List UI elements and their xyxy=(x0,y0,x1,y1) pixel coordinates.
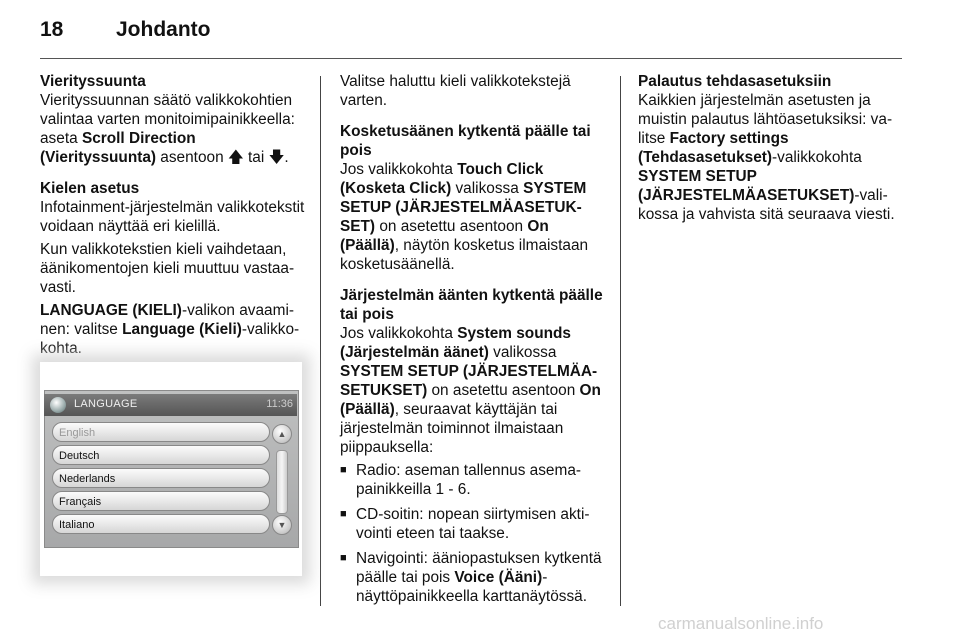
text-run: , näytön kosketus ilmaistaan kosketusäänellä. xyxy=(340,237,589,273)
column-2 xyxy=(340,72,610,612)
text-run: on asetettu asentoon xyxy=(375,218,528,235)
section-heading-language: Kielen asetus xyxy=(40,180,140,197)
watermark: carmanualsonline.info xyxy=(658,614,824,633)
menu-term: SYSTEM SETUP (JÄRJESTELMÄASETUKSET) xyxy=(340,363,598,399)
language-paragraph-3 xyxy=(40,301,308,358)
language-option-nederlands[interactable]: Nederlands xyxy=(52,468,270,488)
list-item: ■ Radio: aseman tallennus asemapainikkeilla 1 - 6. xyxy=(340,461,610,499)
text-run: valikossa xyxy=(488,344,557,361)
language-option-francais[interactable]: Français xyxy=(52,491,270,511)
language-option-english[interactable]: English xyxy=(52,422,270,442)
text-run: , seuraavat käyttäjän tai järjestelmän toiminnot ilmaistaan piippauksella: xyxy=(340,401,564,456)
text-run: asentoon xyxy=(156,149,228,166)
menu-term: Language (Kieli) xyxy=(122,321,242,338)
language-option-deutsch[interactable]: Deutsch xyxy=(52,445,270,465)
scroll-up-icon[interactable]: ▲ xyxy=(272,424,292,444)
bullet-list xyxy=(340,461,610,606)
text-run: -valikkokohta xyxy=(772,149,862,166)
language-paragraph-1: Infotainment-järjestelmän valikkotekstit voidaan näyttää eri kielillä. xyxy=(40,199,305,235)
touch-click-paragraph xyxy=(340,160,610,274)
menu-term: Factory settings (Tehdasasetukset) xyxy=(638,130,789,166)
column-1 xyxy=(40,72,308,370)
page-number: 18 xyxy=(40,18,64,41)
text-run: Kaikkien järjestelmän asetusten ja muistin palautus lähtöasetuksiksi: valitse xyxy=(638,92,893,147)
menu-term: Touch Click (Kosketa Click) xyxy=(340,161,544,197)
text-run: -valikkokohta. xyxy=(40,321,300,357)
text-run: -näyttöpainikkeella karttanäytössä. xyxy=(356,569,587,605)
menu-term: LANGUAGE (KIELI) xyxy=(40,302,182,319)
system-sounds-paragraph xyxy=(340,324,610,457)
text-run: Vierityssuunnan säätö valikkokohtien valintaa varten monitoimipainikkeella: aseta xyxy=(40,92,295,147)
page-title: Johdanto xyxy=(116,18,211,41)
language-select-paragraph: Valitse haluttu kieli valikkotekstejä varten. xyxy=(340,73,571,109)
text-run: tai xyxy=(243,149,269,166)
text-run: -valikossa ja vahvista sitä seuraava viesti. xyxy=(638,187,895,223)
scroll-direction-paragraph xyxy=(40,91,308,167)
section-heading-scroll-direction: Vierityssuunta xyxy=(40,73,146,90)
menu-term: SYSTEM SETUP (JÄRJESTELMÄASETUKSET) xyxy=(638,168,855,204)
menu-term: SYSTEM SETUP (JÄRJESTELMÄASETUKSET) xyxy=(340,180,587,235)
screen-clock: 11:36 xyxy=(266,398,293,410)
text-run: valikossa xyxy=(451,180,524,197)
section-heading-system-sounds: Järjestelmän äänten kytkentä päälle tai pois xyxy=(340,287,603,323)
menu-term: Voice (Ääni) xyxy=(454,569,543,586)
text-run: -valikon avaaminen: valitse xyxy=(40,302,295,338)
text-run: Jos valikkokohta xyxy=(340,325,458,342)
column-3 xyxy=(638,72,904,236)
menu-term: Scroll Direction (Vierityssuunta) xyxy=(40,130,196,166)
scrollbar-track[interactable] xyxy=(276,450,288,514)
column-divider-2 xyxy=(620,76,621,606)
column-divider-1 xyxy=(320,76,321,606)
language-paragraph-2: Kun valikkotekstien kieli vaihdetaan, äänikomentojen kieli muuttuu vastaavasti. xyxy=(40,241,295,296)
arrow-up-icon: 🡅 xyxy=(227,149,244,166)
arrow-down-icon: 🡇 xyxy=(268,149,285,166)
scroll-down-icon[interactable]: ▼ xyxy=(272,515,292,535)
text-run: Navigointi: ääniopastuksen kytkentä päälle tai pois xyxy=(356,550,602,586)
language-screen-illustration xyxy=(40,362,302,576)
factory-reset-paragraph xyxy=(638,91,904,224)
menu-term: On (Päällä) xyxy=(340,382,601,418)
screen-title: LANGUAGE xyxy=(74,398,138,410)
page-header xyxy=(40,18,211,42)
brand-logo-icon xyxy=(50,397,66,413)
language-option-italiano[interactable]: Italiano xyxy=(52,514,270,534)
header-rule xyxy=(40,58,902,59)
text-run: Jos valikkokohta xyxy=(340,161,458,178)
screen-title-bar xyxy=(44,394,297,416)
menu-term: On (Päällä) xyxy=(340,218,549,254)
text-run: . xyxy=(284,149,289,166)
section-heading-factory-reset: Palautus tehdasasetuksiin xyxy=(638,73,832,90)
list-item: ■ CD-soitin: nopean siirtymisen aktivointi eteen tai taakse. xyxy=(340,505,610,543)
list-item xyxy=(340,549,610,606)
menu-term: System sounds (Järjestelmän äänet) xyxy=(340,325,571,361)
section-heading-touch-click: Kosketusäänen kytkentä päälle tai pois xyxy=(340,123,591,159)
text-run: on asetettu asentoon xyxy=(427,382,580,399)
